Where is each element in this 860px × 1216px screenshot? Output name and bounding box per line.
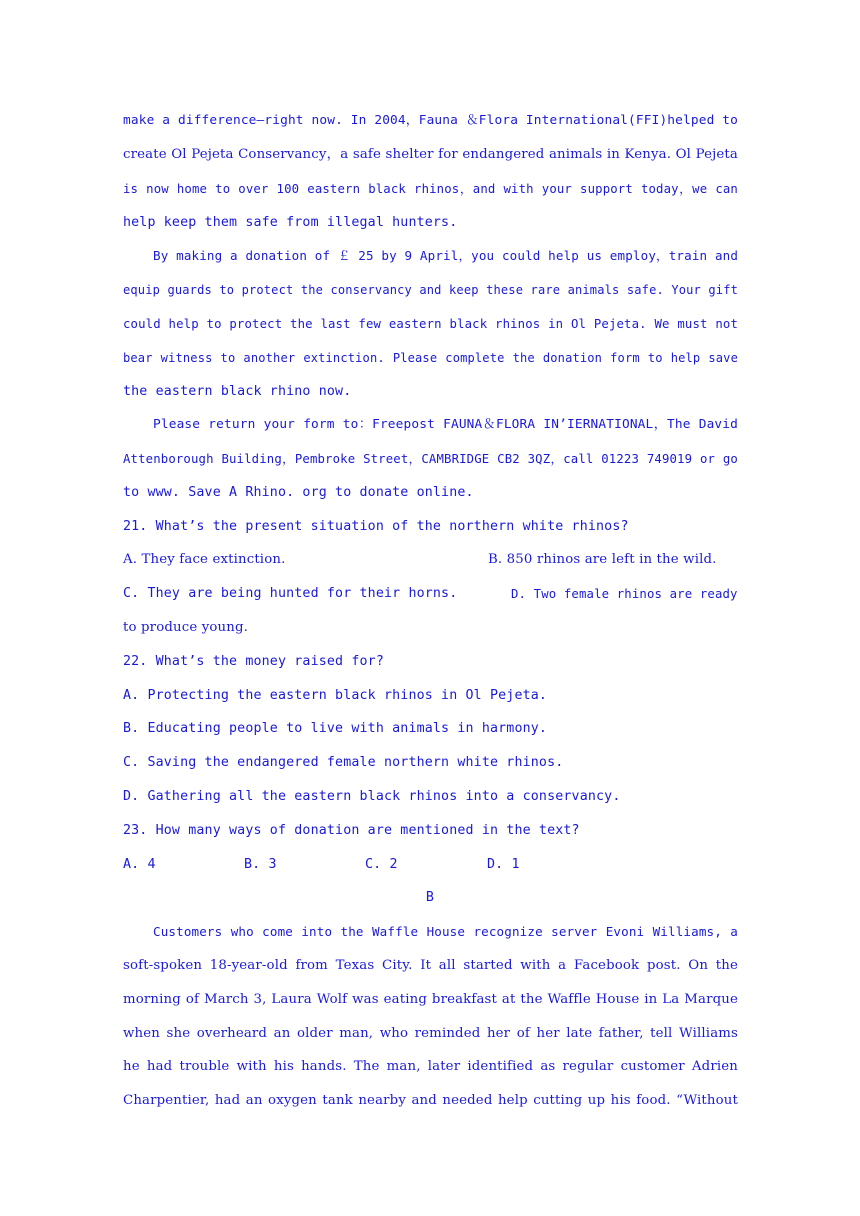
question-23-stem: 23. How many ways of donation are mentioned in the text? (123, 823, 580, 838)
section-b-heading: B (425, 890, 435, 905)
question-23-option-b: B. 3 (244, 857, 277, 872)
passage-a-line-6: equip guards to protect the conservancy and keep these rare animals safe. Your gift (123, 283, 738, 297)
question-22-option-c: C. Saving the endangered female northern white rhinos. (123, 755, 564, 770)
passage-a-line-1: make a difference—right now. In 2004，Fauna ＆Flora International(FFI)helped to (123, 113, 738, 128)
question-23-option-a: A. 4 (123, 857, 156, 872)
question-23-option-c: C. 2 (365, 857, 398, 872)
passage-a-line-7: could help to protect the last few eastern black rhinos in Ol Pejeta. We must not (123, 317, 738, 331)
section-b-line-3: morning of March 3, Laura Wolf was eating breakfast at the Waffle House in La Marque (123, 992, 738, 1007)
passage-a-line-12: to www. Save A Rhino. org to donate online. (123, 485, 474, 500)
passage-a-line-9: the eastern black rhino now. (123, 384, 352, 399)
question-22-stem: 22. What’s the money raised for? (123, 654, 384, 669)
question-23-option-d: D. 1 (487, 857, 520, 872)
section-b-line-1: Customers who come into the Waffle House recognize server Evoni Williams, a (153, 924, 738, 939)
passage-a-line-11: Attenborough Building，Pembroke Street，CAMBRIDGE CB2 3QZ，call 01223 749019 or go (123, 452, 738, 466)
question-21-option-b: B. 850 rhinos are left in the wild. (488, 552, 717, 567)
passage-a-line-8: bear witness to another extinction. Please complete the donation form to help save (123, 351, 738, 365)
question-22-option-a: A. Protecting the eastern black rhinos in Ol Pejeta. (123, 688, 548, 703)
passage-a-line-10: Please return your form to：Freepost FAUNA＆FLORA IN’IERNATIONAL，The David (153, 417, 738, 432)
question-21-option-d: D. Two female rhinos are ready (511, 587, 738, 601)
section-b-line-5: he had trouble with his hands. The man, later identified as regular customer Adrien (123, 1059, 738, 1074)
question-21-option-c: C. They are being hunted for their horns. (123, 586, 458, 601)
question-21-option-d-continued: to produce young. (123, 620, 249, 635)
question-21-stem: 21. What’s the present situation of the northern white rhinos? (123, 519, 629, 534)
question-22-option-d: D. Gathering all the eastern black rhinos into a conservancy. (123, 789, 621, 804)
question-22-option-b: B. Educating people to live with animals in harmony. (123, 721, 548, 736)
passage-a-line-4: help keep them safe from illegal hunters. (123, 215, 458, 230)
section-b-line-2: soft-spoken 18-year-old from Texas City. It all started with a Facebook post. On the (123, 958, 738, 973)
passage-a-line-5: By making a donation of ￡ 25 by 9 April，you could help us employ，train and (153, 248, 739, 263)
section-b-line-4: when she overheard an older man, who reminded her of her late father, tell Williams (123, 1026, 738, 1041)
passage-a-line-2: create Ol Pejeta Conservancy，a safe shelter for endangered animals in Kenya. Ol Pejeta (123, 147, 738, 162)
question-21-option-a: A. They face extinction. (123, 552, 286, 567)
passage-a-line-3: is now home to over 100 eastern black rhinos，and with your support today，we can (123, 182, 738, 196)
section-b-line-6: Charpentier, had an oxygen tank nearby and needed help cutting up his food. “Without (123, 1093, 738, 1108)
